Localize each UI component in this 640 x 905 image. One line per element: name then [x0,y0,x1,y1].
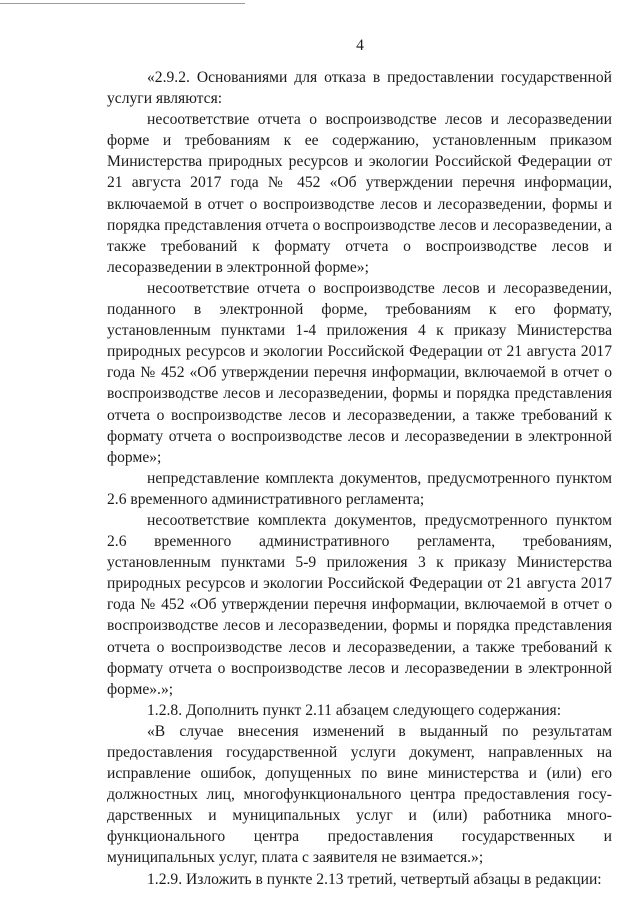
paragraph-electronic-format-mismatch: несоответствие отчета о воспроизводстве лесов и лесоразведении, поданного в электронной форме, требованиям к его формату, установленным пунктами 1-4 приложения 4 к приказу Министерства природных ресурсов и экологии Российской Федерации от 21 августа 2017 года № 452 «Об утверждении перечня информации, включаемой в отчет о воспроизводстве лесов и лесоразведении, формы и порядка представления отчета о воспроизводстве лесов и лесоразведении, а также требований к формату отчета о воспроизводстве лесов и лесоразведении в электронной форме»; [107,279,612,466]
paragraph-documents-mismatch: несоответствие комплекта документов, предусмотренного пунктом 2.6 временного административного регламента, требованиям, установленным пунктами 5-9 приложения 3 к приказу Министерства природных ресурсов и экологии Российской Федерации от 21 августа 2017 года № 452 «Об утверждении перечня информации, включаемой в отчет о воспроизводстве лесов и лесоразведении, формы и порядка представления отчета о воспроизводстве лесов и лесоразведении, а также требований к формату отчета о воспроизводстве лесов и лесоразведении в электронной форме».»; [107,511,612,698]
document-body [107,67,612,890]
paragraph-1-2-9: 1.2.9. Изложить в пункте 2.13 третий, четвертый абзацы в редакции: [147,870,602,888]
paragraph-form-mismatch: несоответствие отчета о воспроизводстве лесов и лесоразведении форме и требованиям к ее содержанию, установленным приказом Министерства природных ресурсов и экологии Российской Федерации от 21 августа 2017 года № 452 «Об утверждении перечня информации, включаемой в отчет о воспроизводстве лесов и лесоразведении, формы и порядка представления отчета о воспроизводстве лесов и лесоразведении, а также требований к формату отчета о воспроизводстве лесов и лесоразведении в электронной форме»; [107,111,612,276]
page-number: 4 [356,37,364,54]
paragraph-2-9-2: «2.9.2. Основаниями для отказа в предоставлении государственной услуги являются: [107,69,612,108]
paragraph-fee-exemption: «В случае внесения изменений в выданный по результатам предоставления государственной услуги документ, направленных на исправление ошибок, допущенных по вине министерства и (или) его должностных лиц, многофункционального центра предоставления госу-дарственных и муниципальных услуг и (или) работника много-функционального центра предоставления государственных и муниципальных услуг, плата с заявителя не взимается.»; [107,722,612,867]
paragraph-documents-missing: непредставление комплекта документов, предусмотренного пунктом 2.6 временного административного регламента; [107,469,612,508]
top-divider [0,3,245,4]
paragraph-1-2-8: 1.2.8. Дополнить пункт 2.11 абзацем следующего содержания: [147,701,562,719]
